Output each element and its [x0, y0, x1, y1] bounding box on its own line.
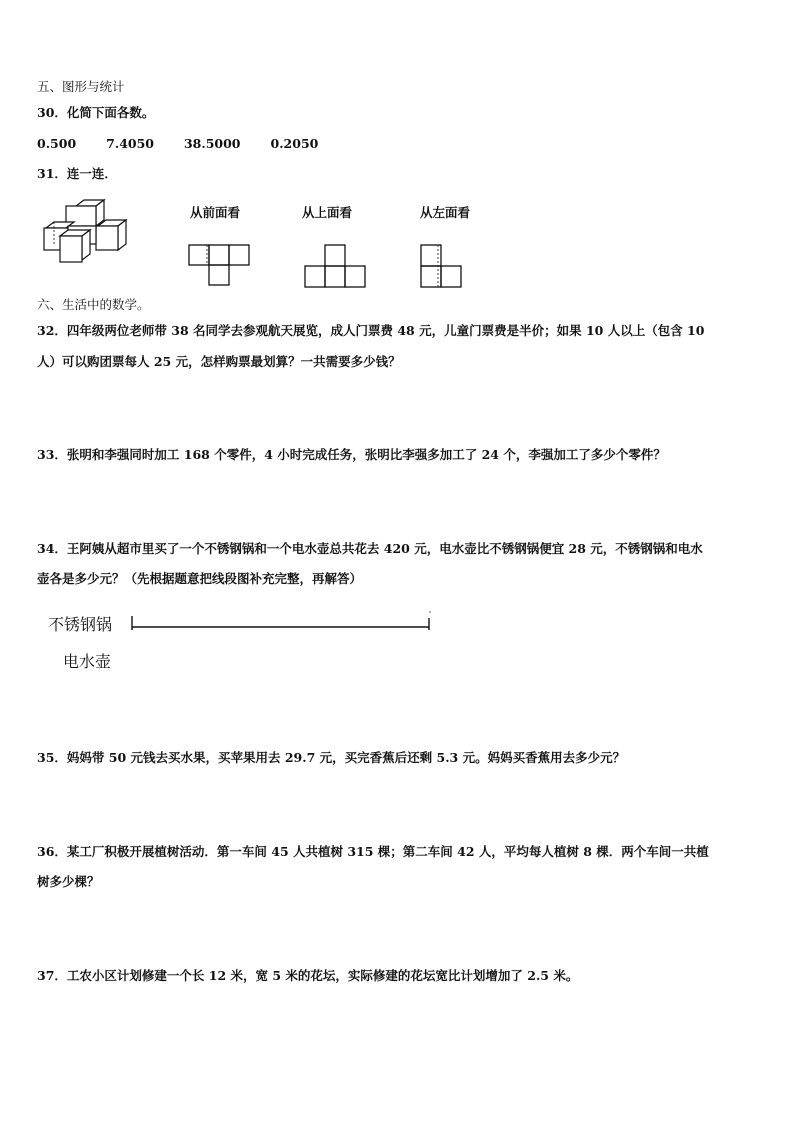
- question-33: 33．张明和李强同时加工 168 个零件，4 小时完成任务，张明比李强多加工了 24 个，李强加工了多少个零件？: [37, 447, 666, 462]
- view-shape-left: [420, 244, 464, 288]
- label-electric-kettle: 电水壶: [63, 652, 112, 671]
- section-heading-5: 五、图形与统计: [37, 79, 125, 94]
- q30-number: 0.500: [37, 136, 77, 151]
- view-shape-front: [188, 244, 250, 286]
- question-34-line2: 壶各是多少元？（先根据题意把线段图补充完整，再解答）: [37, 571, 363, 586]
- question-30: 30．化简下面各数。: [37, 105, 155, 120]
- q30-number: 0.2050: [270, 136, 319, 151]
- question-36-line2: 树多少棵？: [37, 874, 100, 889]
- view-label-top: 从上面看: [302, 205, 353, 220]
- cube-stack-figure: [40, 196, 130, 268]
- q30-number: 7.4050: [106, 136, 154, 151]
- question-32-line2: 人）可以购团票每人 25 元，怎样购票最划算？一共需要多少钱？: [37, 354, 401, 369]
- label-stainless-pot: 不锈钢锅: [48, 615, 113, 634]
- question-34-line1: 34．王阿姨从超市里买了一个不锈钢锅和一个电水壶总共花去 420 元，电水壶比不锈钢锅便宜 28 元，不锈钢锅和电水: [37, 541, 703, 556]
- pot-segment: [128, 610, 434, 632]
- q30-number: 38.5000: [183, 136, 241, 151]
- q30-numbers: [37, 136, 344, 152]
- question-36-line1: 36．某工厂积极开展植树活动．第一车间 45 人共植树 315 棵；第二车间 42 人，平均每人植树 8 棵．两个车间一共植: [37, 844, 709, 859]
- view-label-left: 从左面看: [420, 205, 471, 220]
- view-label-front: 从前面看: [190, 205, 241, 220]
- question-35: 35．妈妈带 50 元钱去买水果，买苹果用去 29.7 元，买完香蕉后还剩 5.3 元。妈妈买香蕉用去多少元？: [37, 750, 626, 765]
- question-32-line1: 32．四年级两位老师带 38 名同学去参观航天展览，成人门票费 48 元，儿童门票费是半价；如果 10 人以上（包含 10: [37, 323, 705, 338]
- view-shape-top: [304, 244, 366, 288]
- section-heading-6: 六、生活中的数学。: [37, 297, 150, 312]
- question-31: 31．连一连．: [37, 166, 117, 181]
- question-37: 37．工农小区计划修建一个长 12 米，宽 5 米的花坛，实际修建的花坛宽比计划增加了 2.5 米。: [37, 968, 579, 983]
